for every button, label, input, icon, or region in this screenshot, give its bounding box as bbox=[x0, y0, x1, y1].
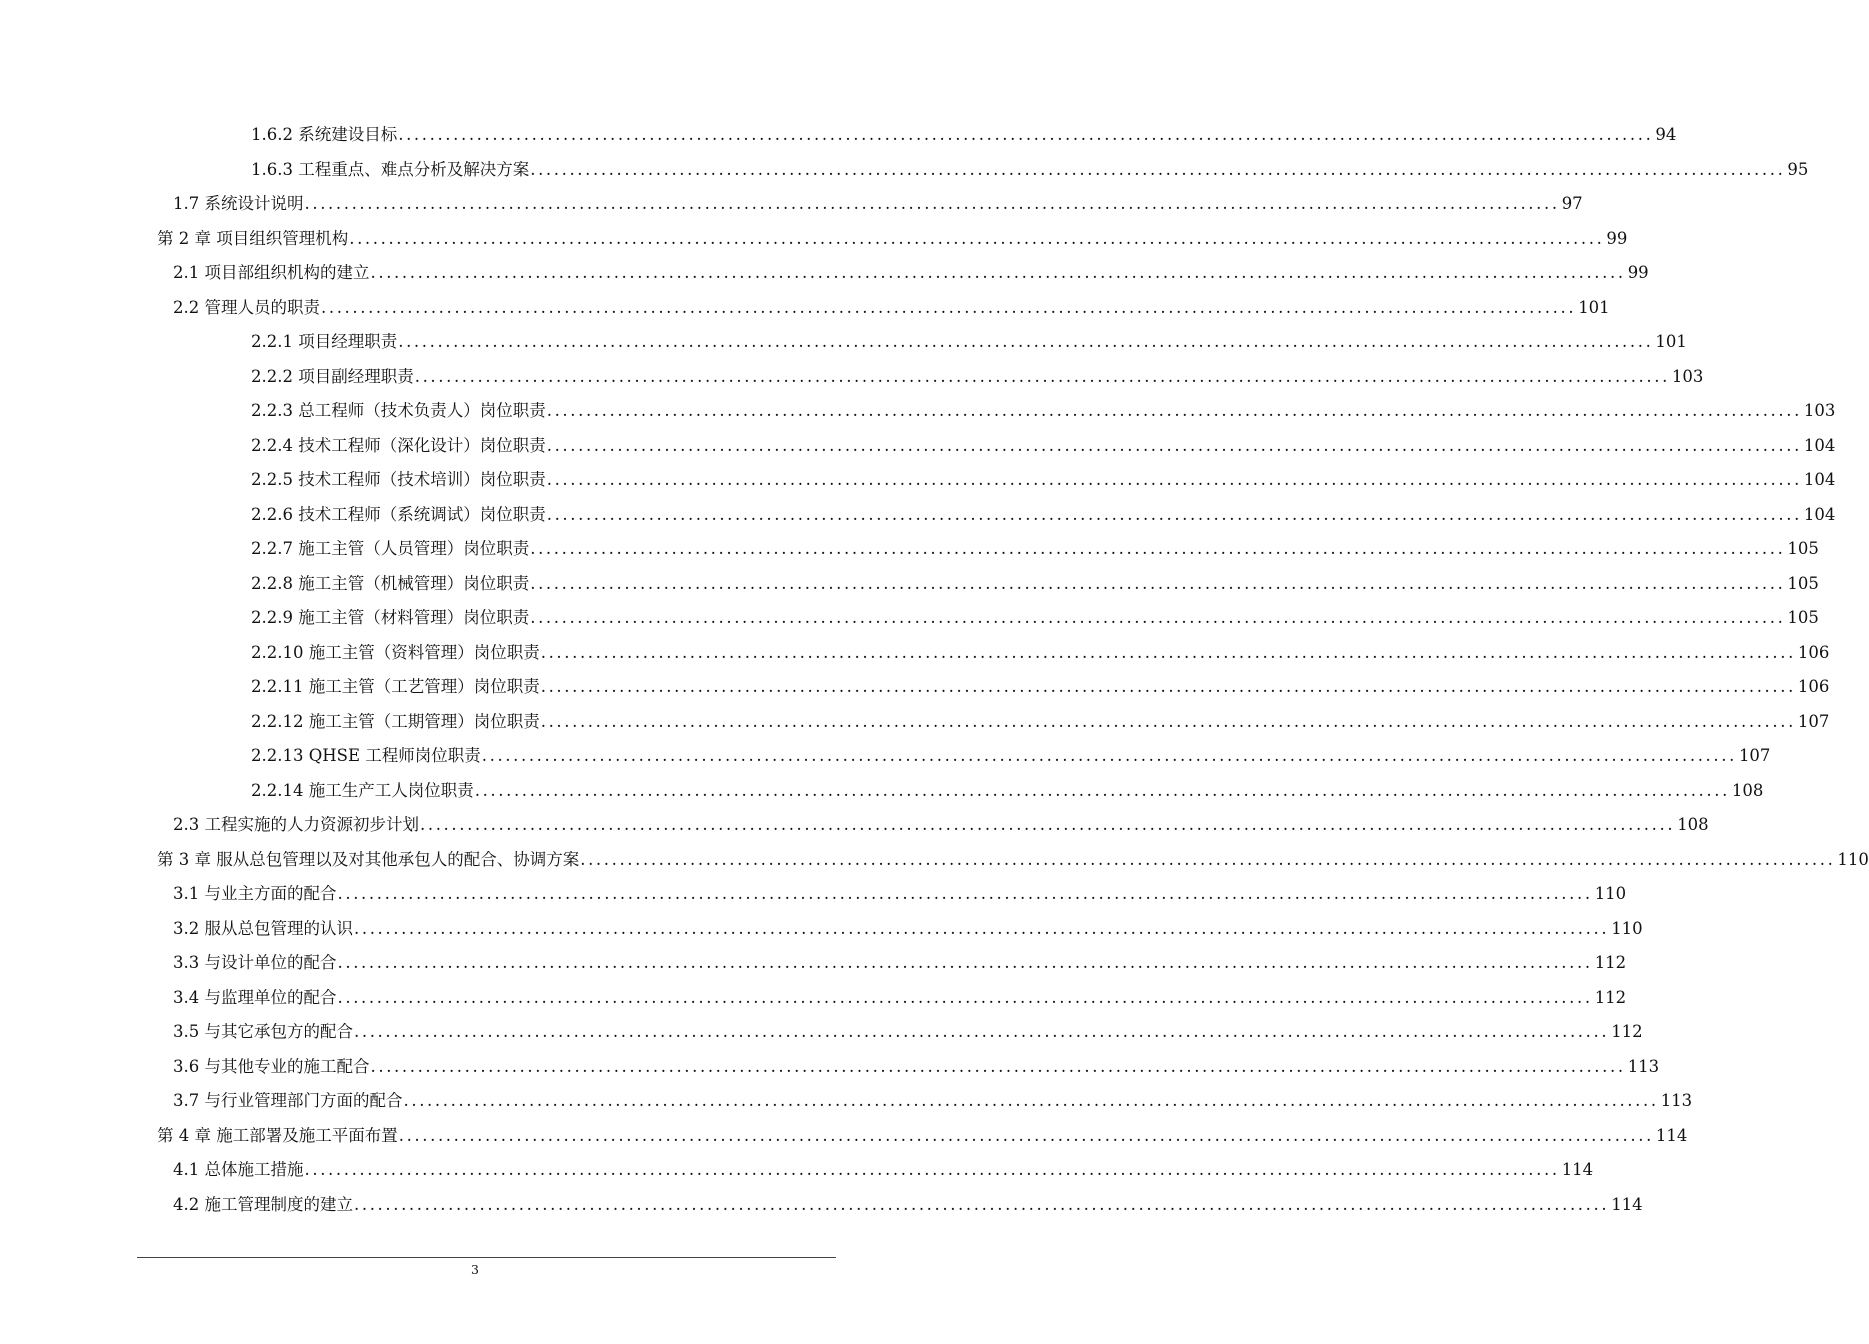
toc-leader-dots: ................................................................................................................................................................ bbox=[530, 539, 1786, 558]
toc-entry-page: 108 bbox=[1731, 780, 1764, 800]
toc-leader-dots: ................................................................................................................................................................ bbox=[540, 711, 1796, 731]
toc-entry[interactable] bbox=[0, 877, 1627, 912]
toc-entry[interactable] bbox=[0, 636, 1830, 671]
toc-entry[interactable] bbox=[0, 1015, 1643, 1050]
toc-entry-label: 3.4 与监理单位的配合 bbox=[173, 987, 337, 1007]
toc-entry-label: 2.2.9 施工主管（材料管理）岗位职责 bbox=[251, 608, 530, 627]
toc-entry[interactable] bbox=[0, 463, 1836, 498]
toc-entry-page: 105 bbox=[1787, 539, 1819, 558]
toc-leader-dots: ................................................................................................................................................................ bbox=[354, 918, 1610, 938]
toc-entry-label: 3.2 服从总包管理的认识 bbox=[173, 918, 353, 938]
toc-entry[interactable] bbox=[0, 946, 1627, 981]
toc-leader-dots: ................................................................................................................................................................ bbox=[321, 297, 1577, 317]
toc-entry-label: 第 3 章 服从总包管理以及对其他承包人的配合、协调方案 bbox=[157, 849, 580, 869]
toc-entry-page: 104 bbox=[1803, 470, 1836, 489]
toc-leader-dots: ................................................................................................................................................................ bbox=[546, 435, 1802, 455]
toc-entry-page: 106 bbox=[1797, 677, 1830, 696]
toc-entry-page: 105 bbox=[1787, 573, 1819, 593]
toc-leader-dots: ................................................................................................................................................................ bbox=[370, 263, 1626, 282]
toc-leader-dots: ................................................................................................................................................................ bbox=[540, 642, 1796, 662]
toc-entry[interactable] bbox=[0, 360, 1704, 395]
toc-leader-dots: ................................................................................................................................................................ bbox=[546, 504, 1802, 524]
toc-entry-label: 1.6.2 系统建设目标 bbox=[251, 125, 398, 144]
toc-entry[interactable] bbox=[0, 739, 1771, 774]
toc-leader-dots: ................................................................................................................................................................ bbox=[304, 1160, 1560, 1179]
page-number: 3 bbox=[471, 1262, 479, 1277]
toc-leader-dots: ................................................................................................................................................................ bbox=[546, 470, 1802, 489]
toc-entry-page: 97 bbox=[1561, 194, 1583, 213]
toc-entry[interactable] bbox=[0, 429, 1836, 464]
toc-entry-label: 2.2.2 项目副经理职责 bbox=[251, 366, 414, 386]
toc-leader-dots: ................................................................................................................................................................ bbox=[403, 1091, 1659, 1110]
toc-entry[interactable] bbox=[0, 325, 1687, 360]
toc-leader-dots: ................................................................................................................................................................ bbox=[420, 815, 1676, 834]
toc-entry[interactable] bbox=[0, 187, 1583, 222]
toc-entry[interactable] bbox=[0, 222, 1628, 257]
toc-entry-page: 113 bbox=[1660, 1091, 1693, 1110]
toc-leader-dots: ................................................................................................................................................................ bbox=[370, 1056, 1626, 1076]
toc-entry-label: 3.6 与其他专业的施工配合 bbox=[173, 1056, 370, 1076]
toc-entry[interactable] bbox=[0, 567, 1819, 602]
toc-entry-label: 3.5 与其它承包方的配合 bbox=[173, 1022, 353, 1041]
toc-leader-dots: ................................................................................................................................................................ bbox=[580, 849, 1836, 869]
toc-leader-dots: ................................................................................................................................................................ bbox=[337, 953, 1593, 972]
toc-entry-page: 106 bbox=[1797, 642, 1830, 662]
toc-entry[interactable] bbox=[0, 981, 1627, 1016]
toc-entry-page: 107 bbox=[1797, 711, 1830, 731]
toc-entry-label: 2.2.7 施工主管（人员管理）岗位职责 bbox=[251, 539, 530, 558]
toc-entry-page: 113 bbox=[1627, 1056, 1660, 1076]
toc-entry[interactable] bbox=[0, 808, 1709, 843]
toc-entry[interactable] bbox=[0, 498, 1836, 533]
toc-entry-label: 2.2.11 施工主管（工艺管理）岗位职责 bbox=[251, 677, 540, 696]
toc-leader-dots: ................................................................................................................................................................ bbox=[354, 1022, 1610, 1041]
toc-entry-page: 112 bbox=[1611, 1022, 1643, 1041]
toc-entry-page: 101 bbox=[1578, 297, 1610, 317]
toc-entry-label: 3.7 与行业管理部门方面的配合 bbox=[173, 1091, 403, 1110]
toc-entry-page: 110 bbox=[1611, 918, 1643, 938]
toc-entry-page: 114 bbox=[1561, 1160, 1594, 1179]
toc-leader-dots: ................................................................................................................................................................ bbox=[474, 780, 1730, 800]
toc-entry-label: 4.1 总体施工措施 bbox=[173, 1160, 304, 1179]
toc-entry-label: 2.2.14 施工生产工人岗位职责 bbox=[251, 780, 474, 800]
toc-entry-label: 第 2 章 项目组织管理机构 bbox=[157, 228, 349, 248]
toc-entry-label: 4.2 施工管理制度的建立 bbox=[173, 1194, 353, 1214]
toc-entry[interactable] bbox=[0, 256, 1649, 291]
toc-entry-page: 101 bbox=[1655, 332, 1687, 351]
toc-entry-label: 3.1 与业主方面的配合 bbox=[173, 884, 337, 903]
toc-leader-dots: ................................................................................................................................................................ bbox=[530, 608, 1786, 627]
toc-entry[interactable] bbox=[0, 1050, 1660, 1085]
toc-leader-dots: ................................................................................................................................................................ bbox=[337, 884, 1593, 903]
toc-entry-page: 104 bbox=[1803, 504, 1836, 524]
toc-leader-dots: ................................................................................................................................................................ bbox=[540, 677, 1796, 696]
toc-leader-dots: ................................................................................................................................................................ bbox=[337, 987, 1593, 1007]
toc-leader-dots: ................................................................................................................................................................ bbox=[349, 228, 1605, 248]
toc-entry-page: 99 bbox=[1627, 263, 1649, 282]
toc-entry-label: 2.2.5 技术工程师（技术培训）岗位职责 bbox=[251, 470, 546, 489]
toc-entry-label: 2.1 项目部组织机构的建立 bbox=[173, 263, 370, 282]
toc-entry-label: 2.2.3 总工程师（技术负责人）岗位职责 bbox=[251, 401, 546, 420]
toc-entry[interactable] bbox=[0, 912, 1643, 947]
toc-entry-label: 2.3 工程实施的人力资源初步计划 bbox=[173, 815, 419, 834]
toc-entry-label: 2.2.13 QHSE 工程师岗位职责 bbox=[251, 746, 481, 765]
footer-divider bbox=[137, 1257, 836, 1258]
toc-entry[interactable] bbox=[0, 601, 1819, 636]
toc-entry[interactable] bbox=[0, 843, 1869, 878]
toc-entry-page: 95 bbox=[1787, 159, 1809, 179]
toc-entry-page: 94 bbox=[1655, 125, 1677, 144]
toc-entry-page: 114 bbox=[1655, 1125, 1688, 1145]
toc-entry-page: 104 bbox=[1803, 435, 1836, 455]
toc-entry[interactable] bbox=[0, 153, 1809, 188]
toc-entry-page: 112 bbox=[1594, 987, 1627, 1007]
toc-entry-page: 105 bbox=[1787, 608, 1819, 627]
toc-entry[interactable] bbox=[0, 118, 1677, 153]
toc-entry[interactable] bbox=[0, 705, 1830, 740]
toc-leader-dots: ................................................................................................................................................................ bbox=[546, 401, 1802, 420]
toc-leader-dots: ................................................................................................................................................................ bbox=[304, 194, 1560, 213]
toc-entry-label: 1.6.3 工程重点、难点分析及解决方案 bbox=[251, 159, 530, 179]
toc-entry-label: 2.2.10 施工主管（资料管理）岗位职责 bbox=[251, 642, 540, 662]
toc-entry-label: 2.2.4 技术工程师（深化设计）岗位职责 bbox=[251, 435, 546, 455]
toc-entry-page: 99 bbox=[1606, 228, 1628, 248]
toc-entry[interactable] bbox=[0, 1188, 1643, 1223]
toc-entry-label: 1.7 系统设计说明 bbox=[173, 194, 304, 213]
toc-leader-dots: ................................................................................................................................................................ bbox=[414, 366, 1670, 386]
toc-entry-page: 103 bbox=[1803, 401, 1836, 420]
toc-entry-label: 2.2.6 技术工程师（系统调试）岗位职责 bbox=[251, 504, 546, 524]
toc-entry-page: 103 bbox=[1671, 366, 1704, 386]
toc-entry[interactable] bbox=[0, 1153, 1594, 1188]
toc-entry-page: 110 bbox=[1837, 849, 1869, 869]
table-of-contents bbox=[0, 118, 1869, 1222]
toc-entry-label: 2.2.12 施工主管（工期管理）岗位职责 bbox=[251, 711, 540, 731]
toc-entry-page: 114 bbox=[1611, 1194, 1643, 1214]
toc-entry[interactable] bbox=[0, 1084, 1693, 1119]
toc-leader-dots: ................................................................................................................................................................ bbox=[481, 746, 1737, 765]
toc-entry[interactable] bbox=[0, 394, 1836, 429]
toc-entry[interactable] bbox=[0, 670, 1830, 705]
toc-entry[interactable] bbox=[0, 532, 1819, 567]
toc-entry-page: 108 bbox=[1677, 815, 1709, 834]
toc-entry-label: 2.2 管理人员的职责 bbox=[173, 297, 320, 317]
toc-entry-label: 第 4 章 施工部署及施工平面布置 bbox=[157, 1125, 398, 1145]
toc-entry-page: 112 bbox=[1594, 953, 1627, 972]
toc-entry[interactable] bbox=[0, 291, 1610, 326]
toc-entry-label: 3.3 与设计单位的配合 bbox=[173, 953, 337, 972]
toc-entry[interactable] bbox=[0, 774, 1764, 809]
toc-leader-dots: ................................................................................................................................................................ bbox=[398, 125, 1654, 144]
toc-entry-label: 2.2.1 项目经理职责 bbox=[251, 332, 398, 351]
toc-leader-dots: ................................................................................................................................................................ bbox=[398, 1125, 1654, 1145]
toc-leader-dots: ................................................................................................................................................................ bbox=[530, 159, 1786, 179]
toc-entry-page: 107 bbox=[1738, 746, 1771, 765]
toc-entry-label: 2.2.8 施工主管（机械管理）岗位职责 bbox=[251, 573, 530, 593]
toc-entry[interactable] bbox=[0, 1119, 1688, 1154]
toc-leader-dots: ................................................................................................................................................................ bbox=[398, 332, 1654, 351]
toc-leader-dots: ................................................................................................................................................................ bbox=[530, 573, 1786, 593]
toc-entry-page: 110 bbox=[1594, 884, 1627, 903]
toc-leader-dots: ................................................................................................................................................................ bbox=[354, 1194, 1610, 1214]
